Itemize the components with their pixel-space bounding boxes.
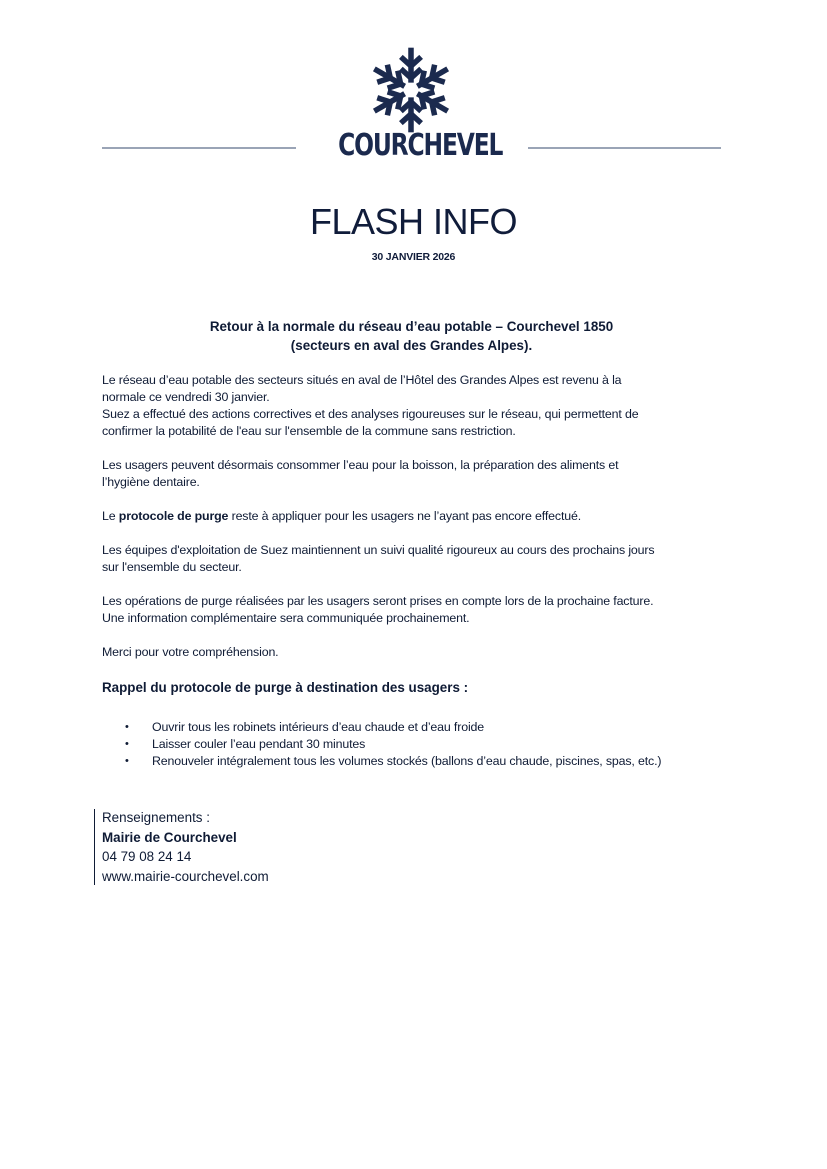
list-item bbox=[102, 736, 661, 753]
contact-divider bbox=[94, 809, 95, 885]
paragraph-usage bbox=[102, 457, 732, 491]
bullet-icon: • bbox=[125, 755, 129, 767]
paragraph-restoration bbox=[102, 372, 732, 440]
text-fragment: Le bbox=[102, 509, 119, 523]
contact-website-link[interactable]: www.mairie-courchevel.com bbox=[102, 868, 269, 884]
text-line: Les équipes d'exploitation de Suez maintiennent un suivi qualité rigoureux au cours des prochains jours bbox=[102, 543, 655, 557]
list-item bbox=[102, 753, 661, 770]
recall-list bbox=[102, 719, 661, 770]
list-item-text: Renouveler intégralement tous les volumes stockés (ballons d’eau chaude, piscines, spas, etc.) bbox=[152, 754, 662, 768]
text-line: Une information complémentaire sera communiquée prochainement. bbox=[102, 611, 470, 625]
text-line: sur l'ensemble du secteur. bbox=[102, 560, 242, 574]
publication-date: 30 JANVIER 2026 bbox=[371, 251, 456, 263]
bullet-icon: • bbox=[125, 721, 129, 733]
contact-block bbox=[102, 808, 269, 886]
article-title-line: Retour à la normale du réseau d’eau potable – Courchevel 1850 bbox=[209, 319, 614, 334]
text-line: Les opérations de purge réalisées par les usagers seront prises en compte lors de la prochaine facture. bbox=[102, 594, 654, 608]
list-item-text: Ouvrir tous les robinets intérieurs d’eau chaude et d’eau froide bbox=[152, 720, 485, 734]
list-item-text: Laisser couler l’eau pendant 30 minutes bbox=[152, 737, 366, 751]
header-rule-left bbox=[102, 147, 296, 149]
text-line: l’hygiène dentaire. bbox=[102, 475, 200, 489]
page-title: FLASH INFO bbox=[309, 201, 518, 242]
contact-label: Renseignements : bbox=[102, 810, 210, 825]
paragraph-billing bbox=[102, 593, 732, 627]
text-fragment: reste à appliquer pour les usagers ne l’ayant pas encore effectué. bbox=[228, 509, 582, 523]
purge-protocol-emphasis: protocole de purge bbox=[118, 509, 229, 523]
bullet-icon: • bbox=[125, 738, 129, 750]
paragraph-purge-protocol bbox=[102, 508, 732, 525]
article-title bbox=[102, 317, 721, 355]
logo-wordmark: COURCHEVEL bbox=[338, 128, 503, 163]
list-item bbox=[102, 719, 661, 736]
contact-phone: 04 79 08 24 14 bbox=[102, 849, 192, 864]
paragraph-monitoring bbox=[102, 542, 732, 576]
paragraph-thanks bbox=[102, 644, 732, 661]
text-line: Suez a effectué des actions correctives et des analyses rigoureuses sur le réseau, qui permettent de bbox=[102, 407, 639, 421]
header-rule-right bbox=[528, 147, 721, 149]
text-line: Merci pour votre compréhension. bbox=[102, 645, 279, 659]
text-line: confirmer la potabilité de l'eau sur l'ensemble de la commune sans restriction. bbox=[102, 424, 516, 438]
article-body bbox=[102, 372, 732, 678]
text-line: Le réseau d’eau potable des secteurs situés en aval de l’Hôtel des Grandes Alpes est revenu à la bbox=[102, 373, 622, 387]
text-line bbox=[102, 508, 732, 525]
contact-organization: Mairie de Courchevel bbox=[102, 829, 237, 845]
text-line: Les usagers peuvent désormais consommer l’eau pour la boisson, la préparation des aliments et bbox=[102, 458, 619, 472]
snowflake-icon bbox=[364, 44, 458, 136]
article-title-line: (secteurs en aval des Grandes Alpes). bbox=[290, 338, 533, 353]
text-line: normale ce vendredi 30 janvier. bbox=[102, 390, 270, 404]
recall-heading: Rappel du protocole de purge à destination des usagers : bbox=[102, 680, 469, 695]
